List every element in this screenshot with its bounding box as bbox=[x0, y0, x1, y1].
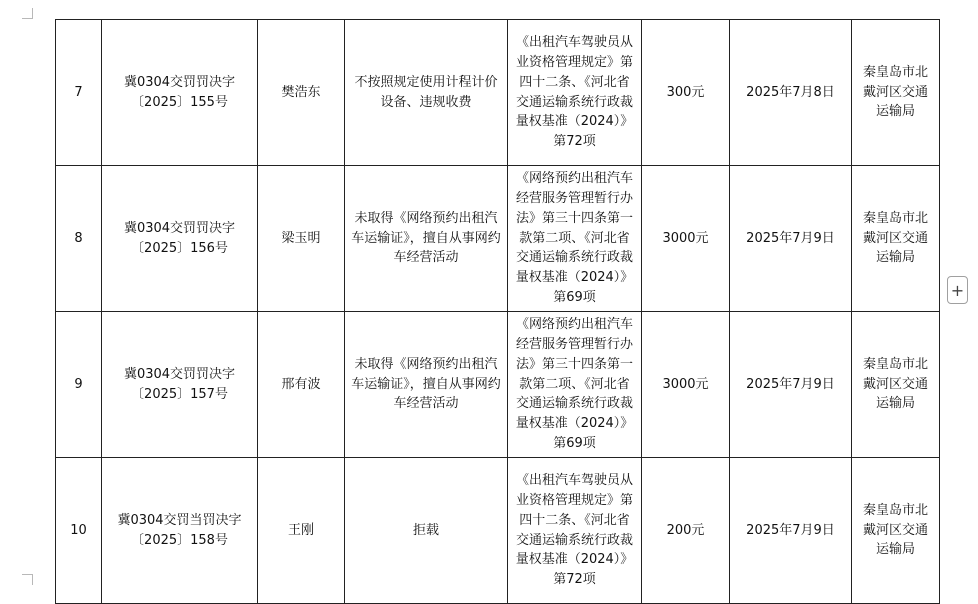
party-name: 樊浩东 bbox=[258, 20, 345, 166]
decision-date: 2025年7月8日 bbox=[730, 20, 852, 166]
penalty-basis: 《出租汽车驾驶员从业资格管理规定》第四十二条、《河北省交通运输系统行政裁量权基准（2024）》第72项 bbox=[508, 20, 642, 166]
table-row bbox=[56, 166, 940, 312]
party-name: 梁玉明 bbox=[258, 166, 345, 312]
party-name: 邢有波 bbox=[258, 312, 345, 458]
row-index: 7 bbox=[56, 20, 102, 166]
penalty-basis: 《出租汽车驾驶员从业资格管理规定》第四十二条、《河北省交通运输系统行政裁量权基准（2024）》第72项 bbox=[508, 458, 642, 604]
table-row bbox=[56, 20, 940, 166]
row-index: 10 bbox=[56, 458, 102, 604]
decision-number: 冀0304交罚罚决字〔2025〕156号 bbox=[102, 166, 258, 312]
violation-description: 不按照规定使用计程计价设备、违规收费 bbox=[345, 20, 508, 166]
row-index: 8 bbox=[56, 166, 102, 312]
row-index: 9 bbox=[56, 312, 102, 458]
party-name: 王刚 bbox=[258, 458, 345, 604]
violation-description: 拒载 bbox=[345, 458, 508, 604]
page-corner-mark-top bbox=[22, 8, 33, 19]
penalty-amount: 3000元 bbox=[642, 312, 730, 458]
violation-description: 未取得《网络预约出租汽车运输证》，擅自从事网约车经营活动 bbox=[345, 312, 508, 458]
decision-number: 冀0304交罚罚决字〔2025〕157号 bbox=[102, 312, 258, 458]
decision-date: 2025年7月9日 bbox=[730, 458, 852, 604]
page-corner-mark-bottom bbox=[22, 574, 33, 585]
penalty-amount: 300元 bbox=[642, 20, 730, 166]
penalty-basis: 《网络预约出租汽车经营服务管理暂行办法》第三十四条第一款第二项、《河北省交通运输系统行政裁量权基准（2024）》第69项 bbox=[508, 166, 642, 312]
penalty-basis: 《网络预约出租汽车经营服务管理暂行办法》第三十四条第一款第二项、《河北省交通运输系统行政裁量权基准（2024）》第69项 bbox=[508, 312, 642, 458]
decision-number: 冀0304交罚罚决字〔2025〕155号 bbox=[102, 20, 258, 166]
decision-date: 2025年7月9日 bbox=[730, 312, 852, 458]
issuing-authority: 秦皇岛市北戴河区交通运输局 bbox=[852, 20, 940, 166]
penalty-amount: 3000元 bbox=[642, 166, 730, 312]
table-row bbox=[56, 312, 940, 458]
penalty-disclosure-table bbox=[55, 19, 940, 604]
issuing-authority: 秦皇岛市北戴河区交通运输局 bbox=[852, 312, 940, 458]
issuing-authority: 秦皇岛市北戴河区交通运输局 bbox=[852, 458, 940, 604]
violation-description: 未取得《网络预约出租汽车运输证》，擅自从事网约车经营活动 bbox=[345, 166, 508, 312]
decision-date: 2025年7月9日 bbox=[730, 166, 852, 312]
decision-number: 冀0304交罚当罚决字〔2025〕158号 bbox=[102, 458, 258, 604]
plus-icon: + bbox=[950, 280, 965, 300]
table-row bbox=[56, 458, 940, 604]
penalty-amount: 200元 bbox=[642, 458, 730, 604]
issuing-authority: 秦皇岛市北戴河区交通运输局 bbox=[852, 166, 940, 312]
add-row-button[interactable] bbox=[947, 276, 968, 304]
